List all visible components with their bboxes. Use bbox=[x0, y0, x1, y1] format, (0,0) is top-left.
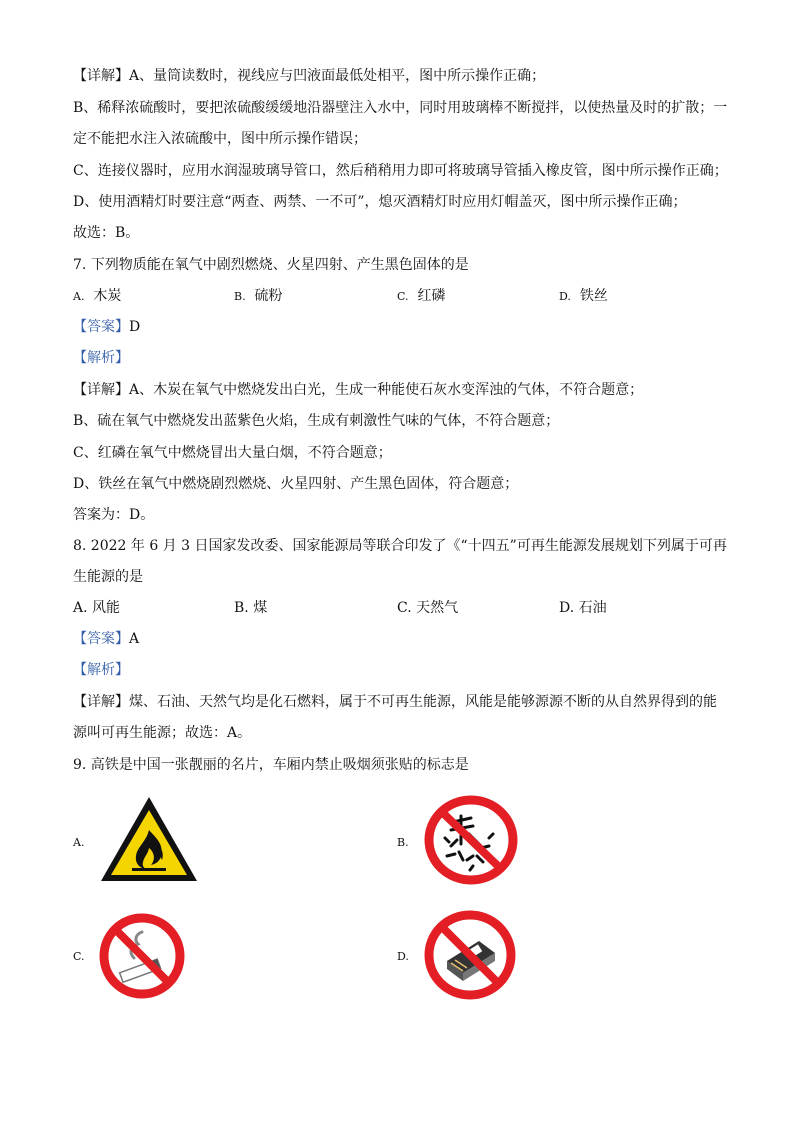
flammable-warning-icon bbox=[98, 794, 200, 884]
q8-detail-line2: 源叫可再生能源；故选：A。 bbox=[73, 725, 252, 741]
q7-detail-line-d: D、铁丝在氧气中燃烧剧烈燃烧、火星四射、产生黑色固体，符合题意； bbox=[73, 476, 519, 492]
q9-option-d-letter: D. bbox=[397, 950, 409, 963]
q9-option-b-letter: B. bbox=[397, 836, 409, 849]
q7-stem: 7. 下列物质能在氧气中剧烈燃烧、火星四射、产生黑色固体的是 bbox=[73, 257, 469, 273]
q6-detail-line-b2: 定不能把水注入浓硫酸中，图中所示操作错误； bbox=[73, 131, 367, 147]
q7-conclusion: 答案为：D。 bbox=[73, 507, 155, 523]
q8-stem-line1: 8. 2022 年 6 月 3 日国家发改委、国家能源局等联合印发了《“十四五”可再生能源发展规划下列属于可再 bbox=[73, 538, 727, 554]
q8-analysis-tag: 【解析】 bbox=[73, 662, 129, 678]
q7-option-d: D. 铁丝 bbox=[559, 288, 608, 304]
detail-tag: 【详解】 bbox=[73, 68, 129, 84]
answer-tag: 【答案】 bbox=[73, 319, 129, 335]
no-smoking-icon bbox=[98, 912, 186, 1000]
q7-detail-line-a: 【详解】A、木炭在氧气中燃烧发出白光，生成一种能使石灰水变浑浊的气体，不符合题意； bbox=[73, 382, 644, 398]
q9-option-c-letter: C. bbox=[73, 950, 85, 963]
q8-option-a: A. 风能 bbox=[73, 600, 121, 616]
q8-option-b: B. 煤 bbox=[234, 600, 268, 616]
q8-stem-line2: 生能源的是 bbox=[73, 569, 143, 585]
q7-option-b: B. 硫粉 bbox=[234, 288, 283, 304]
q8-option-c: C. 天然气 bbox=[397, 600, 459, 616]
q7-answer: 【答案】D bbox=[73, 319, 141, 335]
q7-detail-line-b: B、硫在氧气中燃烧发出蓝紫色火焰，生成有刺激性气味的气体，不符合题意； bbox=[73, 413, 560, 429]
q7-option-c: C. 红磷 bbox=[397, 288, 446, 304]
q8-answer: 【答案】A bbox=[73, 631, 140, 647]
q9-stem: 9. 高铁是中国一张靓丽的名片，车厢内禁止吸烟须张贴的标志是 bbox=[73, 757, 469, 773]
q7-detail-line-c: C、红磷在氧气中燃烧冒出大量白烟，不符合题意； bbox=[73, 445, 392, 461]
q6-detail-line-b1: B、稀释浓硫酸时，要把浓硫酸缓缓地沿器壁注入水中，同时用玻璃棒不断搅拌，以使热量及时的扩散；一 bbox=[73, 100, 728, 116]
no-matches-icon bbox=[423, 909, 517, 1001]
q7-analysis-tag: 【解析】 bbox=[73, 350, 129, 366]
q8-option-d: D. 石油 bbox=[559, 600, 607, 616]
q8-detail-line1: 【详解】煤、石油、天然气均是化石燃料，属于不可再生能源，风能是能够源源不断的从自然界得到的能 bbox=[73, 694, 717, 710]
q6-detail-line-d: D、使用酒精灯时要注意“两查、两禁、一不可”，熄灭酒精灯时应用灯帽盖灭，图中所示操作正确； bbox=[73, 194, 687, 210]
q6-detail-line-a: 【详解】A、量筒读数时，视线应与凹液面最低处相平，图中所示操作正确； bbox=[73, 68, 546, 84]
no-fireworks-icon bbox=[423, 794, 519, 886]
q6-conclusion: 故选：B。 bbox=[73, 225, 140, 241]
q7-option-a: A. 木炭 bbox=[73, 288, 122, 304]
q9-option-a-letter: A. bbox=[73, 836, 85, 849]
q6-detail-line-c: C、连接仪器时，应用水润湿玻璃导管口，然后稍稍用力即可将玻璃导管插入橡皮管，图中所示操作正确； bbox=[73, 163, 728, 179]
